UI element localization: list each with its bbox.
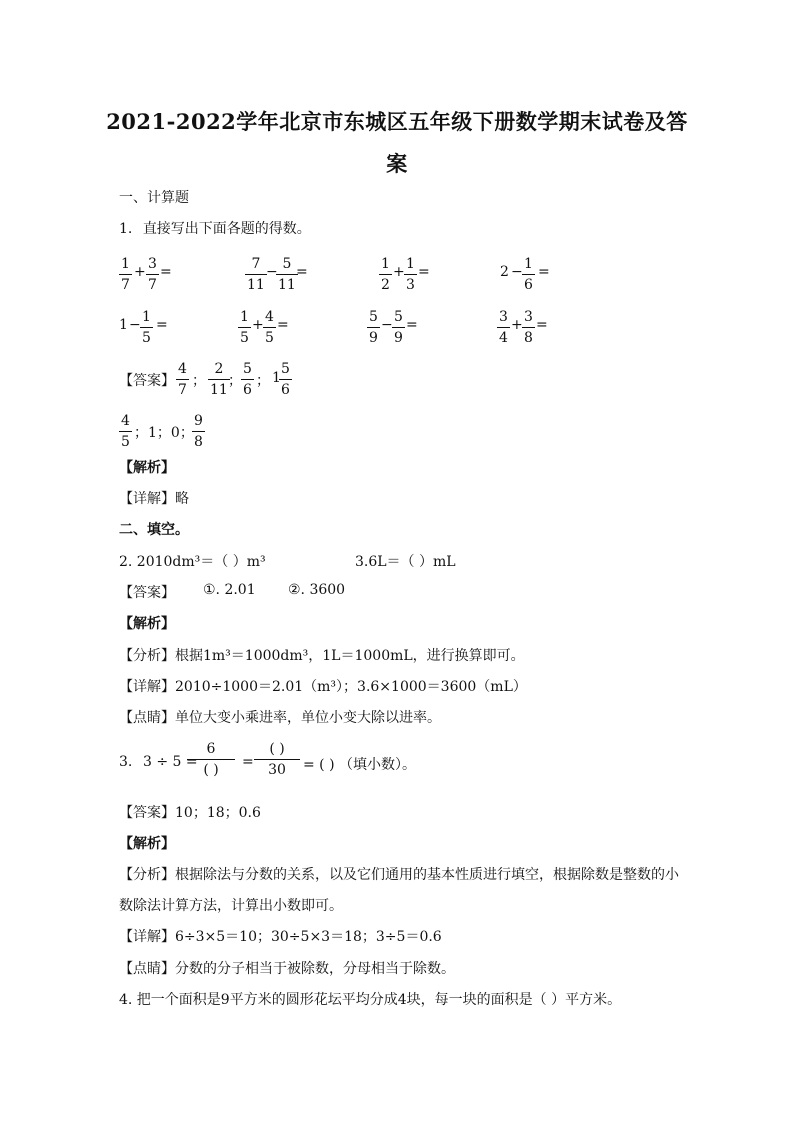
denominator: 6	[241, 379, 254, 397]
answer-fraction	[279, 362, 292, 397]
numerator: 5	[369, 309, 378, 325]
equals-sign: =	[160, 264, 172, 280]
fraction	[146, 257, 159, 292]
equals-sign: =	[156, 317, 168, 333]
question-number: 3.	[119, 754, 133, 770]
whole-number: 1	[272, 370, 281, 386]
denominator: 5	[263, 327, 276, 345]
denominator: 8	[522, 327, 535, 345]
decimal-blank-instruction: = ( ) （填小数）。	[303, 757, 417, 773]
numerator: 5	[281, 361, 290, 377]
page-title-continued: 案	[386, 151, 408, 176]
tip-text: 【点睛】分数的分子相当于被除数，分母相当于除数。	[119, 961, 455, 977]
equals-sign: =	[296, 264, 308, 280]
fraction	[392, 310, 405, 345]
division-expression: 3 ÷ 5 =	[143, 754, 198, 770]
separator: ；	[192, 373, 206, 389]
operator: −	[129, 317, 141, 333]
numerator: 5	[243, 361, 252, 377]
denominator: 5	[140, 327, 153, 345]
question-text: 直接写出下面各题的得数。	[142, 221, 311, 237]
detail-text: 【详解】略	[119, 491, 189, 507]
denominator-blank: ( )	[187, 759, 235, 777]
fraction	[119, 257, 132, 292]
answer-label: 【答案】	[119, 585, 175, 601]
fraction	[497, 310, 510, 345]
detail-text: 【详解】2010÷1000＝2.01（m³）；3.6×1000＝3600（mL）	[119, 679, 527, 695]
operator: −	[381, 317, 393, 333]
numerator: 1	[142, 309, 151, 325]
numerator: 5	[282, 256, 292, 272]
numerator: 4	[265, 309, 274, 325]
operator: +	[511, 317, 523, 333]
page-title: 2021-2022学年北京市东城区五年级下册数学期末试卷及答	[106, 109, 688, 134]
fraction	[140, 310, 153, 345]
analysis-label: 【解析】	[119, 836, 175, 852]
analysis-label: 【解析】	[119, 616, 175, 632]
operator: +	[252, 317, 264, 333]
fraction	[522, 310, 535, 345]
denominator: 30	[254, 759, 300, 777]
answer-fraction	[119, 414, 132, 449]
numerator: 1	[524, 256, 533, 272]
denominator: 2	[379, 274, 392, 292]
denominator: 11	[245, 274, 267, 292]
denominator: 9	[367, 327, 380, 345]
answer-item-1: ①. 2.01	[203, 582, 256, 598]
denominator: 11	[208, 379, 230, 397]
denominator: 6	[522, 274, 535, 292]
fraction	[367, 310, 380, 345]
separator: ；	[228, 373, 242, 389]
question-2-part-a: 2. 2010dm³＝（ ）m³	[119, 554, 266, 570]
equals-sign: =	[538, 264, 550, 280]
numerator: 7	[251, 256, 261, 272]
numerator: 1	[381, 256, 390, 272]
section-heading-fill: 二、填空。	[119, 522, 189, 538]
question-number: 1.	[119, 221, 133, 237]
equals-sign: =	[277, 317, 289, 333]
numerator: 3	[499, 309, 508, 325]
equals-sign: =	[406, 317, 418, 333]
denominator: 6	[279, 379, 292, 397]
question-1-prompt	[119, 218, 311, 238]
denominator: 5	[119, 431, 132, 449]
answer-label: 【答案】	[119, 373, 175, 389]
operator: +	[393, 264, 405, 280]
whole-number: 1	[119, 317, 128, 333]
fraction	[522, 257, 535, 292]
answer-fraction	[176, 362, 189, 397]
answer-fraction	[208, 362, 230, 397]
analysis-text-line-1: 【分析】根据除法与分数的关系，以及它们通用的基本性质进行填空，根据除数是整数的小	[119, 867, 679, 883]
answer-text: 【答案】10；18；0.6	[119, 805, 261, 821]
separator: ；	[256, 373, 270, 389]
numerator: 9	[194, 413, 203, 429]
numerator: 4	[121, 413, 130, 429]
fraction	[276, 257, 298, 292]
blank-fraction-1	[187, 742, 235, 777]
denominator: 4	[497, 327, 510, 345]
numerator: 5	[394, 309, 403, 325]
numerator: 1	[240, 309, 249, 325]
denominator: 3	[404, 274, 417, 292]
analysis-text-line-2: 数除法计算方法，计算出小数即可。	[119, 898, 343, 914]
whole-number: 2	[500, 264, 509, 280]
operator: −	[511, 264, 523, 280]
denominator: 8	[192, 431, 205, 449]
numerator: 3	[148, 256, 157, 272]
operator: +	[134, 264, 146, 280]
numerator-blank: ( )	[269, 741, 285, 757]
denominator: 7	[119, 274, 132, 292]
question-4-text: 4. 把一个面积是9平方米的圆形花坛平均分成4块，每一块的面积是（ ）平方米。	[119, 992, 622, 1008]
analysis-text: 【分析】根据1m³＝1000dm³，1L＝1000mL，进行换算即可。	[119, 648, 525, 664]
answer-item-2: ②. 3600	[288, 582, 346, 598]
section-heading-calc: 一、计算题	[119, 190, 189, 206]
numerator: 1	[121, 256, 130, 272]
equals-sign: =	[536, 317, 548, 333]
question-2-part-b: 3.6L＝（ ）mL	[355, 554, 456, 570]
answer-separators: ；1；0；	[134, 425, 194, 441]
fraction	[379, 257, 392, 292]
detail-text: 【详解】6÷3×5＝10；30÷5×3＝18；3÷5＝0.6	[119, 929, 442, 945]
denominator: 5	[238, 327, 251, 345]
fraction	[238, 310, 251, 345]
answer-fraction	[192, 414, 205, 449]
fraction	[404, 257, 417, 292]
numerator: 4	[178, 361, 187, 377]
numerator: 2	[214, 361, 224, 377]
blank-fraction-2	[254, 742, 300, 777]
fraction	[263, 310, 276, 345]
answer-fraction	[241, 362, 254, 397]
fraction	[245, 257, 267, 292]
analysis-label: 【解析】	[119, 460, 175, 476]
operator: −	[266, 264, 278, 280]
numerator: 6	[206, 741, 216, 757]
denominator: 7	[146, 274, 159, 292]
tip-text: 【点睛】单位大变小乘进率，单位小变大除以进率。	[119, 710, 441, 726]
denominator: 7	[176, 379, 189, 397]
denominator: 11	[276, 274, 298, 292]
denominator: 9	[392, 327, 405, 345]
equals-sign: =	[242, 754, 254, 770]
equals-sign: =	[418, 264, 430, 280]
numerator: 3	[524, 309, 533, 325]
numerator: 1	[406, 256, 415, 272]
